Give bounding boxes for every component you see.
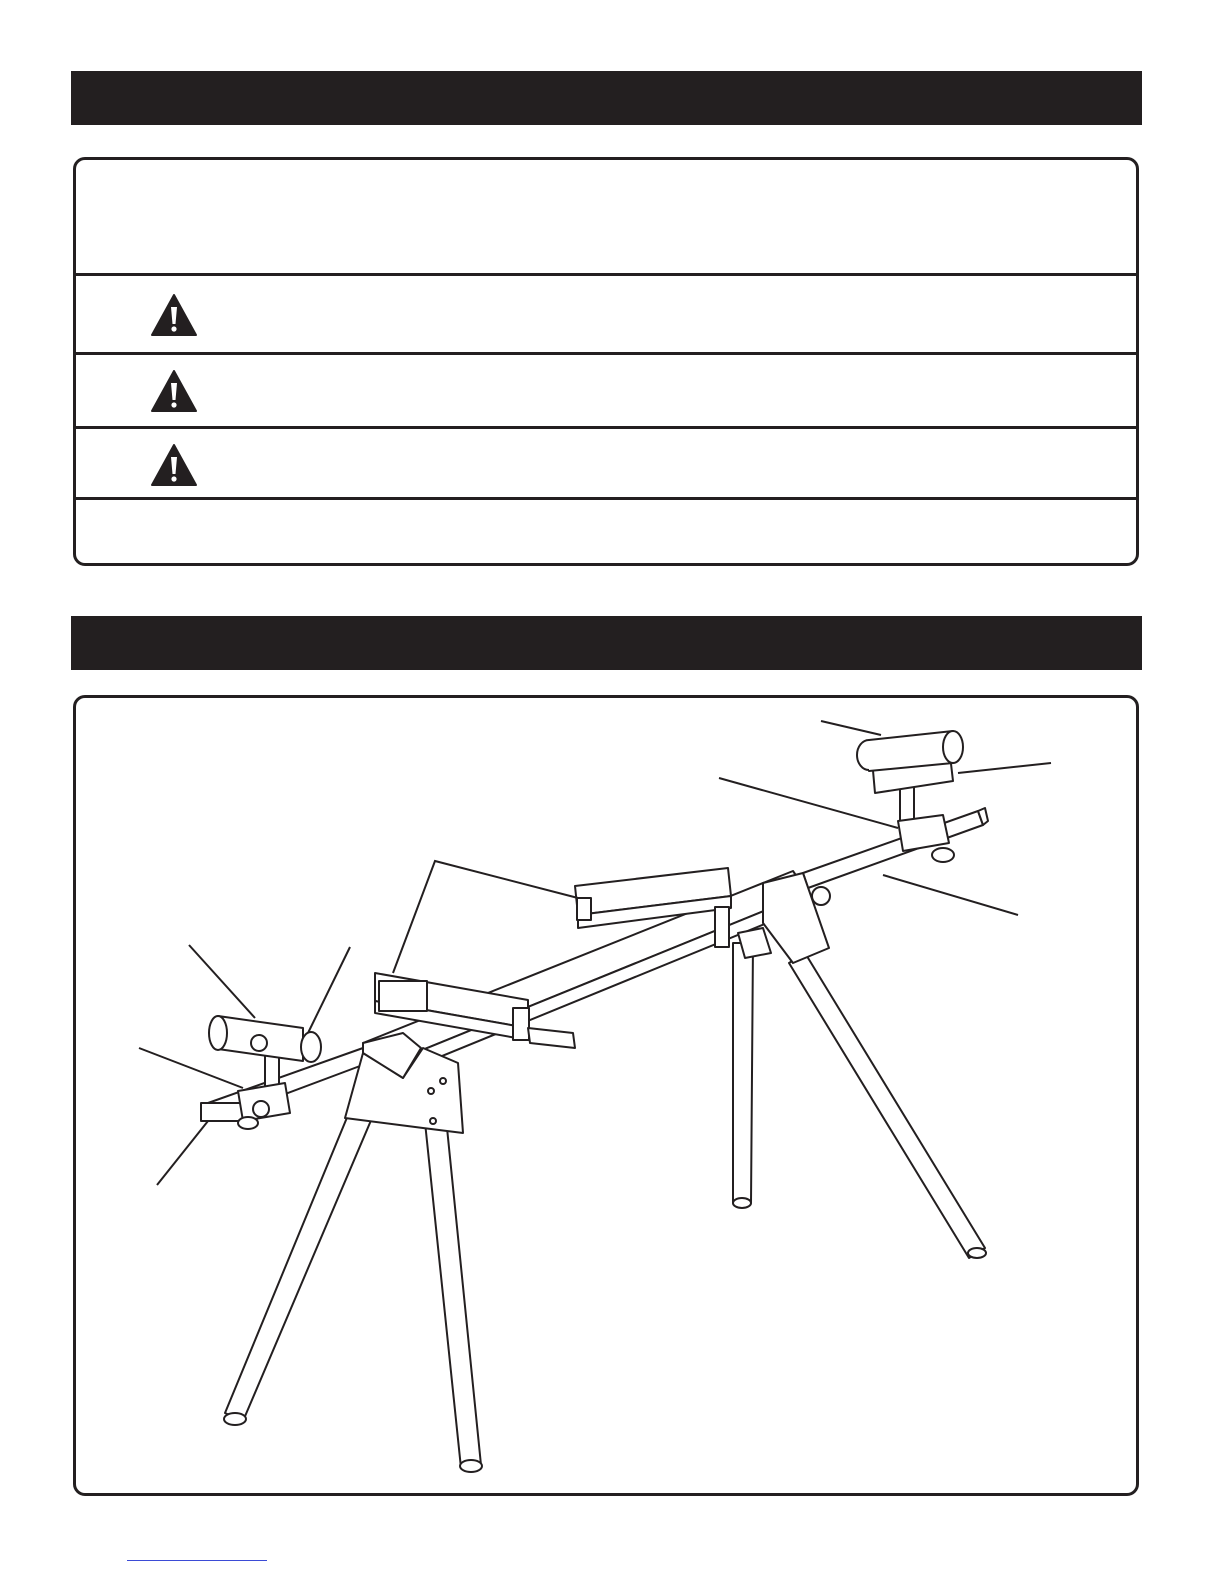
product-figure-panel bbox=[73, 695, 1139, 1496]
warning-triangle-icon bbox=[150, 443, 198, 487]
extension-bar-right bbox=[803, 808, 988, 888]
safety-symbols-panel bbox=[73, 157, 1139, 566]
row-divider bbox=[76, 426, 1136, 429]
front-leg-right bbox=[423, 1103, 482, 1472]
section-header-bar-bottom bbox=[71, 616, 1142, 670]
footer-rule bbox=[127, 1560, 267, 1561]
roller-support-right bbox=[857, 731, 963, 862]
back-leg-left bbox=[733, 943, 753, 1208]
row-divider bbox=[76, 273, 1136, 276]
front-leg-left bbox=[224, 1103, 375, 1425]
row-divider bbox=[76, 497, 1136, 500]
warning-triangle-icon bbox=[150, 369, 198, 413]
miter-saw-stand-illustration bbox=[76, 698, 1136, 1493]
row-divider bbox=[76, 352, 1136, 355]
section-header-bar-top bbox=[71, 71, 1142, 125]
back-leg-right bbox=[789, 953, 986, 1258]
warning-triangle-icon bbox=[150, 293, 198, 337]
